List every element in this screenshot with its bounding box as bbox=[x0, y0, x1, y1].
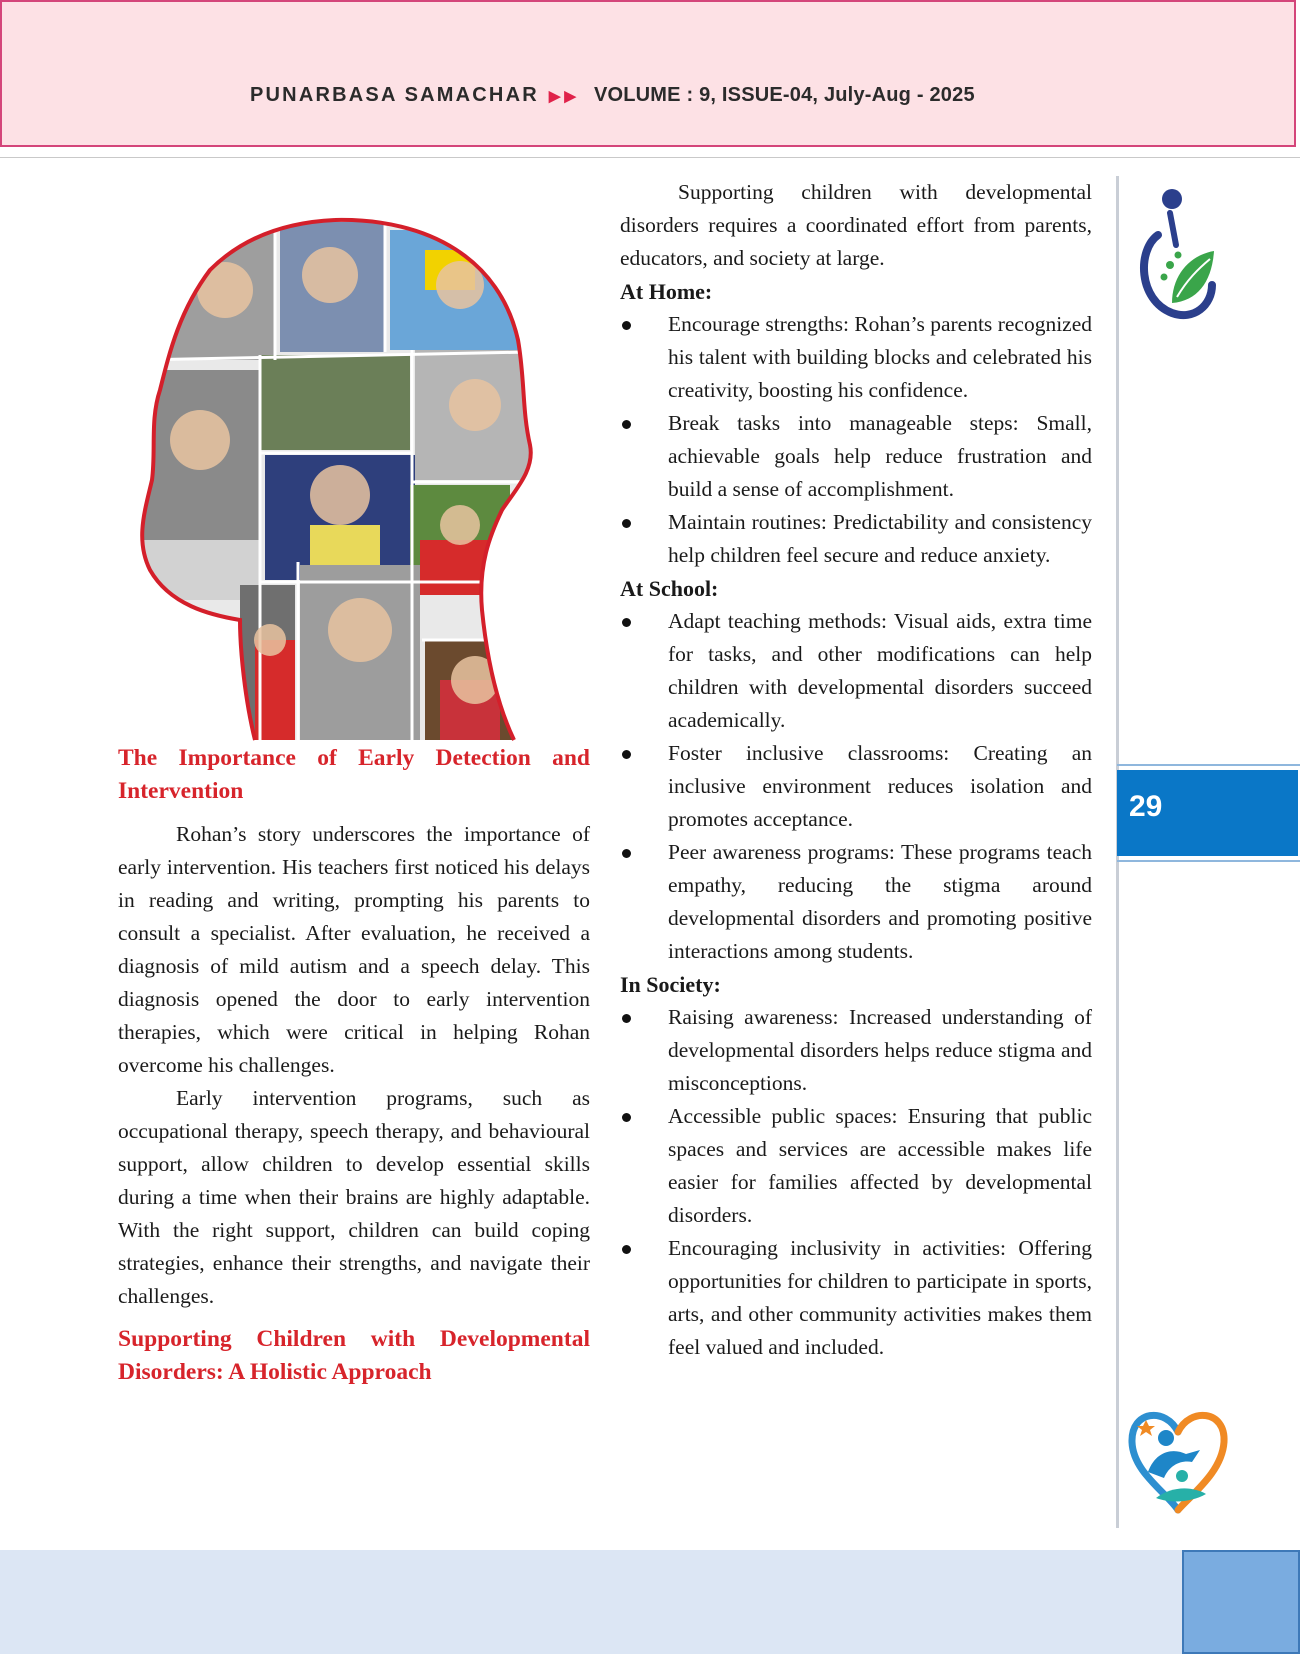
list-item: Peer awareness programs: These programs teach empathy, reducing the stigma around developmental disorders and promoting positive interactions among students. bbox=[620, 836, 1092, 968]
paragraph-early-intervention: Early intervention programs, such as occupational therapy, speech therapy, and behavioural support, allow children to develop essential skills during a time when their brains are highly adaptable. With the right support, children can build coping strategies, enhance their strengths, and navigate their challenges. bbox=[118, 1086, 590, 1308]
bullet-icon bbox=[622, 321, 631, 330]
bullet-icon bbox=[622, 618, 631, 627]
double-arrow-icon: ▶▶ bbox=[548, 87, 580, 105]
footer-band bbox=[0, 1550, 1300, 1654]
heart-family-logo-icon bbox=[1126, 1402, 1230, 1518]
list-item: Break tasks into manageable steps: Small, achievable goals help reduce frustration and build a sense of accomplishment. bbox=[620, 407, 1092, 506]
paragraph-intro: Supporting children with developmental disorders requires a coordinated effort from parents, educators, and society at large. bbox=[620, 180, 1092, 270]
right-column bbox=[620, 176, 1092, 1364]
bullet-icon bbox=[622, 849, 631, 858]
list-item: Raising awareness: Increased understanding of developmental disorders helps reduce stigma and misconceptions. bbox=[620, 1001, 1092, 1100]
masthead-banner bbox=[0, 0, 1296, 147]
page-number: 29 bbox=[1129, 790, 1163, 823]
subheading-at-school: At School: bbox=[620, 576, 719, 601]
society-list bbox=[620, 1001, 1092, 1364]
list-item: Maintain routines: Predictability and consistency help children feel secure and reduce anxiety. bbox=[620, 506, 1092, 572]
subheading-at-home: At Home: bbox=[620, 279, 713, 304]
bullet-icon bbox=[622, 750, 631, 759]
bullet-icon bbox=[622, 1113, 631, 1122]
list-item: Accessible public spaces: Ensuring that public spaces and services are accessible makes life easier for families affected by developmental disorders. bbox=[620, 1100, 1092, 1232]
school-list bbox=[620, 605, 1092, 968]
head-collage-image bbox=[130, 210, 560, 750]
left-column bbox=[118, 210, 590, 1389]
list-item: Encourage strengths: Rohan’s parents recognized his talent with building blocks and celebrated his creativity, boosting his confidence. bbox=[620, 308, 1092, 407]
header-divider bbox=[0, 157, 1300, 158]
list-item: Foster inclusive classrooms: Creating an inclusive environment reduces isolation and promotes acceptance. bbox=[620, 737, 1092, 836]
masthead-text bbox=[250, 84, 975, 107]
home-list bbox=[620, 308, 1092, 572]
footer-corner-box bbox=[1182, 1550, 1300, 1654]
bullet-icon bbox=[622, 420, 631, 429]
section-heading-supporting-children: Supporting Children with Developmental Disorders: A Holistic Approach bbox=[118, 1326, 590, 1385]
bullet-icon bbox=[622, 1245, 631, 1254]
wheelchair-leaf-logo-icon bbox=[1132, 185, 1216, 325]
paragraph-rohan-story: Rohan’s story underscores the importance of early intervention. His teachers first noticed his delays in reading and writing, prompting his parents to consult a specialist. After evaluation, he received a diagnosis of mild autism and a speech delay. This diagnosis opened the door to early intervention therapies, which were critical in helping Rohan overcome his challenges. bbox=[118, 822, 590, 1077]
section-heading-early-detection: The Importance of Early Detection and Intervention bbox=[118, 745, 590, 804]
bullet-icon bbox=[622, 519, 631, 528]
publication-name: PUNARBASA SAMACHAR bbox=[250, 84, 539, 106]
volume-issue: VOLUME : 9, ISSUE-04, July-Aug - 2025 bbox=[593, 84, 975, 106]
list-item: Adapt teaching methods: Visual aids, extra time for tasks, and other modifications can help children with developmental disorders succeed academically. bbox=[620, 605, 1092, 737]
subheading-in-society: In Society: bbox=[620, 972, 721, 997]
list-item: Encouraging inclusivity in activities: Offering opportunities for children to participate in sports, arts, and other community activities makes them feel valued and included. bbox=[620, 1232, 1092, 1364]
bullet-icon bbox=[622, 1014, 631, 1023]
